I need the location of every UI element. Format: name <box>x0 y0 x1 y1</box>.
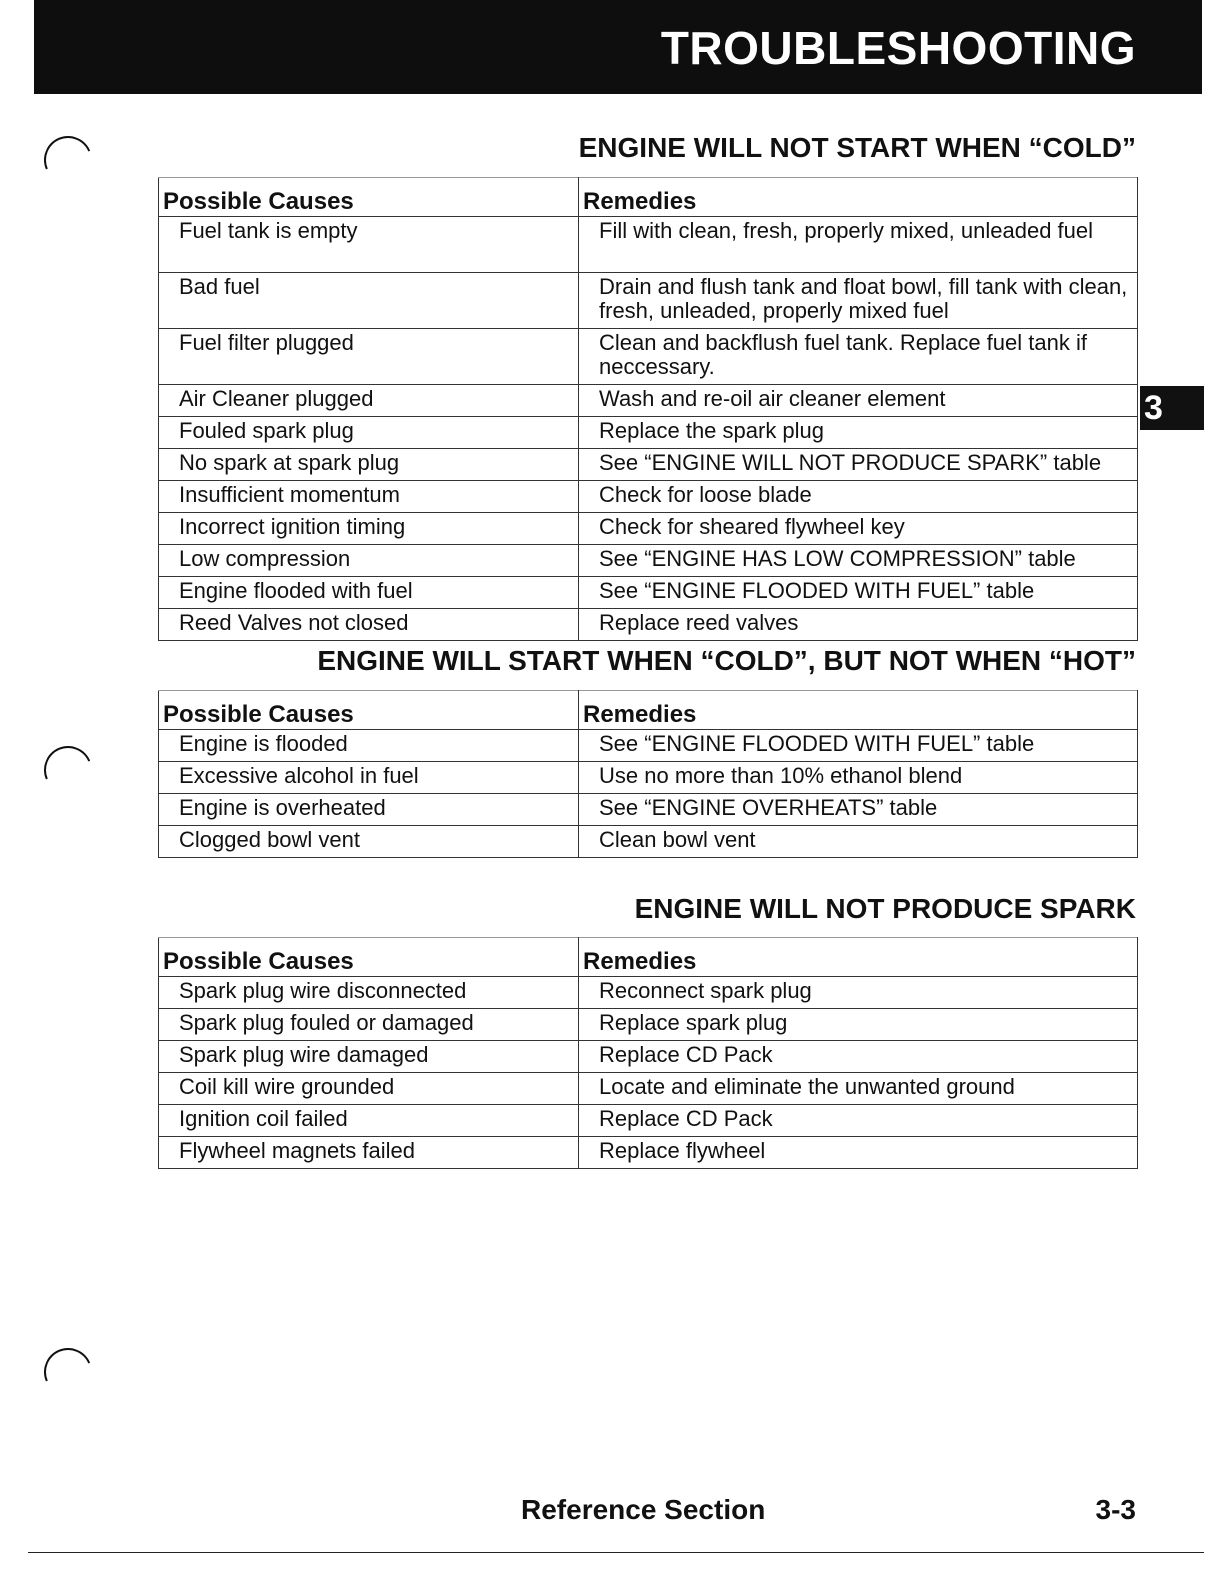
cause-cell: Incorrect ignition timing <box>159 513 579 545</box>
page-title: TROUBLESHOOTING <box>660 22 1136 74</box>
cause-cell: No spark at spark plug <box>159 449 579 481</box>
footer-divider <box>28 1552 1204 1553</box>
table-row <box>159 826 1138 858</box>
remedy-cell: Reconnect spark plug <box>579 977 1138 1009</box>
remedy-cell: Replace reed valves <box>579 609 1138 641</box>
cause-cell: Spark plug wire damaged <box>159 1041 579 1073</box>
remedy-cell: Wash and re-oil air cleaner element <box>579 385 1138 417</box>
cause-cell: Excessive alcohol in fuel <box>159 762 579 794</box>
remedy-cell: Check for sheared flywheel key <box>579 513 1138 545</box>
column-header-causes: Possible Causes <box>159 178 579 217</box>
cause-cell: Coil kill wire grounded <box>159 1073 579 1105</box>
remedy-cell: Use no more than 10% ethanol blend <box>579 762 1138 794</box>
binder-hole-mark <box>37 129 99 191</box>
header-bar <box>34 0 1202 94</box>
table-row <box>159 762 1138 794</box>
remedy-cell: Replace spark plug <box>579 1009 1138 1041</box>
table-row <box>159 794 1138 826</box>
cause-cell: Flywheel magnets failed <box>159 1137 579 1169</box>
table-row <box>159 609 1138 641</box>
remedy-cell: Replace CD Pack <box>579 1105 1138 1137</box>
chapter-tab: 3 <box>1140 386 1204 430</box>
cause-cell: Engine flooded with fuel <box>159 577 579 609</box>
table-body <box>159 217 1138 641</box>
table-row <box>159 1041 1138 1073</box>
remedy-cell: See “ENGINE HAS LOW COMPRESSION” table <box>579 545 1138 577</box>
footer-section-title: Reference Section <box>521 1494 766 1525</box>
remedy-cell: Drain and flush tank and float bowl, fill tank with clean, fresh, unleaded, properly mixed fuel <box>579 273 1138 329</box>
section-title: ENGINE WILL NOT START WHEN “COLD” <box>578 132 1136 163</box>
cause-cell: Fuel filter plugged <box>159 329 579 385</box>
table-row <box>159 217 1138 273</box>
column-header-causes: Possible Causes <box>159 691 579 730</box>
cause-cell: Spark plug wire disconnected <box>159 977 579 1009</box>
cause-cell: Engine is flooded <box>159 730 579 762</box>
table-row <box>159 577 1138 609</box>
binder-hole-mark <box>37 739 99 801</box>
cause-cell: Bad fuel <box>159 273 579 329</box>
table-row <box>159 545 1138 577</box>
remedy-cell: Check for loose blade <box>579 481 1138 513</box>
binder-hole-mark <box>37 1341 99 1403</box>
cause-cell: Reed Valves not closed <box>159 609 579 641</box>
cause-cell: Ignition coil failed <box>159 1105 579 1137</box>
remedy-cell: Fill with clean, fresh, properly mixed, unleaded fuel <box>579 217 1138 273</box>
table-body <box>159 977 1138 1169</box>
column-header-remedies: Remedies <box>579 178 1138 217</box>
section-title: ENGINE WILL NOT PRODUCE SPARK <box>634 893 1136 924</box>
troubleshooting-table <box>158 937 1138 1169</box>
table-row <box>159 329 1138 385</box>
table-row <box>159 1073 1138 1105</box>
section-title: ENGINE WILL START WHEN “COLD”, BUT NOT WHEN “HOT” <box>317 645 1136 676</box>
table-row <box>159 417 1138 449</box>
column-header-remedies: Remedies <box>579 938 1138 977</box>
cause-cell: Air Cleaner plugged <box>159 385 579 417</box>
remedy-cell: Replace flywheel <box>579 1137 1138 1169</box>
cause-cell: Insufficient momentum <box>159 481 579 513</box>
table-row <box>159 1009 1138 1041</box>
remedy-cell: See “ENGINE FLOODED WITH FUEL” table <box>579 577 1138 609</box>
table-row <box>159 977 1138 1009</box>
column-header-causes: Possible Causes <box>159 938 579 977</box>
remedy-cell: Replace the spark plug <box>579 417 1138 449</box>
table-row <box>159 730 1138 762</box>
remedy-cell: Clean bowl vent <box>579 826 1138 858</box>
cause-cell: Low compression <box>159 545 579 577</box>
table-row <box>159 513 1138 545</box>
table-body <box>159 730 1138 858</box>
cause-cell: Engine is overheated <box>159 794 579 826</box>
remedy-cell: Replace CD Pack <box>579 1041 1138 1073</box>
troubleshooting-table <box>158 177 1138 641</box>
page-number: 3-3 <box>1095 1494 1136 1525</box>
remedy-cell: See “ENGINE WILL NOT PRODUCE SPARK” table <box>579 449 1138 481</box>
cause-cell: Clogged bowl vent <box>159 826 579 858</box>
remedy-cell: See “ENGINE FLOODED WITH FUEL” table <box>579 730 1138 762</box>
table-row <box>159 385 1138 417</box>
table-row <box>159 1105 1138 1137</box>
table-row <box>159 273 1138 329</box>
cause-cell: Spark plug fouled or damaged <box>159 1009 579 1041</box>
column-header-remedies: Remedies <box>579 691 1138 730</box>
cause-cell: Fuel tank is empty <box>159 217 579 273</box>
remedy-cell: Locate and eliminate the unwanted ground <box>579 1073 1138 1105</box>
table-row <box>159 481 1138 513</box>
cause-cell: Fouled spark plug <box>159 417 579 449</box>
table-row <box>159 449 1138 481</box>
troubleshooting-table <box>158 690 1138 858</box>
remedy-cell: Clean and backflush fuel tank. Replace fuel tank if neccessary. <box>579 329 1138 385</box>
table-row <box>159 1137 1138 1169</box>
remedy-cell: See “ENGINE OVERHEATS” table <box>579 794 1138 826</box>
